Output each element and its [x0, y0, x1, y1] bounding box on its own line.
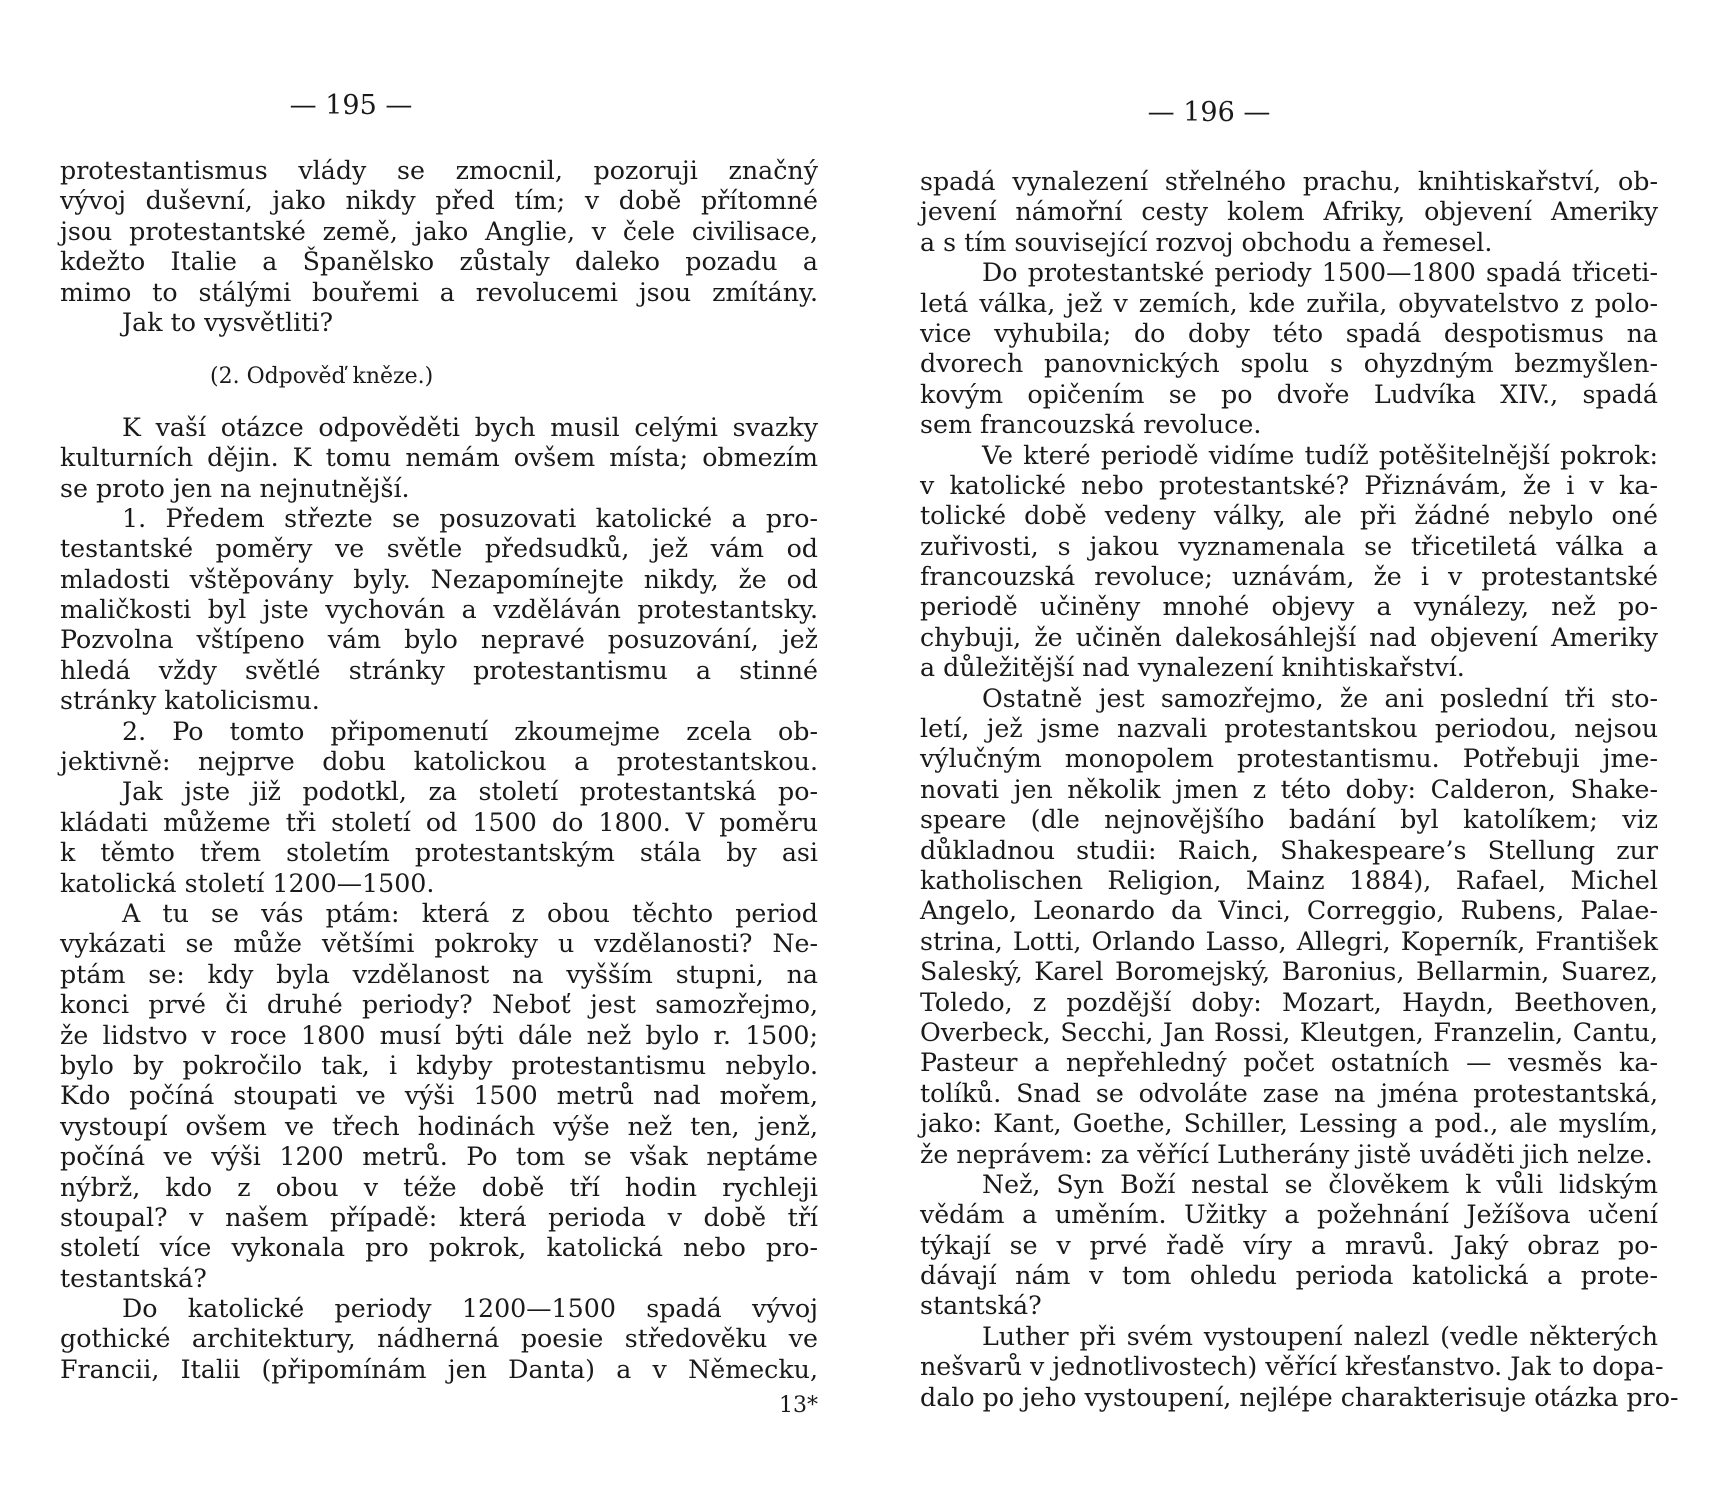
text-line: Francii, Italii (připomínám jen Danta) a v Německu,	[60, 1354, 818, 1384]
text-line: Toledo, z pozdější doby: Mozart, Haydn, Beethoven,	[920, 987, 1658, 1017]
text-line: ptám se: kdy byla vzdělanost na vyšším stupni, na	[60, 959, 818, 989]
text-line: jsou protestantské země, jako Anglie, v čele civilisace,	[60, 216, 818, 246]
text-line: protestantismus vlády se zmocnil, pozoruji značný	[60, 156, 818, 185]
text-line: A tu se vás ptám: která z obou těchto period	[122, 898, 818, 928]
text-line: gothické architektury, nádherná poesie středověku ve	[60, 1324, 818, 1354]
text-line: Do protestantské periody 1500—1800 spadá třiceti-	[982, 258, 1658, 288]
page-number-right: — 196 —	[1147, 97, 1271, 128]
text-line: mladosti vštěpovány byly. Nezapomínejte nikdy, že od	[60, 564, 818, 594]
text-line: důkladnou studii: Raich, Shakespeare’s Stellung zur	[920, 835, 1658, 865]
text-line: 1. Předem střezte se posuzovati katolické a pro-	[122, 503, 818, 533]
text-line: dávají nám v tom ohledu perioda katolická a prote-	[920, 1261, 1658, 1291]
text-line: v katolické nebo protestantské? Přiznávám, že i v ka-	[920, 470, 1658, 500]
text-line: století více vykonala pro pokrok, katolická nebo pro-	[60, 1233, 818, 1263]
text-line: bylo by pokročilo tak, i kdyby protestantismu nebylo.	[60, 1050, 818, 1080]
text-line: mimo to stálými bouřemi a revolucemi jsou zmítány.	[60, 277, 818, 307]
text-line: dalo po jeho vystoupení, nejlépe charakterisuje otázka pro-	[920, 1382, 1679, 1412]
text-line: Saleský, Karel Boromejský, Baronius, Bellarmin, Suarez,	[920, 957, 1658, 987]
text-line: jevení námořní cesty kolem Afriky, objevení Ameriky	[920, 197, 1658, 227]
left-page-text	[60, 156, 818, 1421]
text-line: počíná ve výši 1200 metrů. Po tom se však neptáme	[60, 1142, 818, 1172]
text-line: že lidstvo v roce 1800 musí býti dále než bylo r. 1500;	[60, 1020, 818, 1050]
text-line: testantské poměry ve světle předsudků, jež vám od	[60, 534, 818, 564]
text-line: zuřivosti, s jakou vyznamenala se třicetiletá válka a	[920, 531, 1658, 561]
text-line: vývoj duševní, jako nikdy před tím; v době přítomné	[60, 186, 818, 216]
text-line: Než, Syn Boží nestal se člověkem k vůli lidským	[982, 1169, 1658, 1199]
text-line: testantská?	[60, 1263, 207, 1293]
text-line: letá válka, jež v zemích, kde zuřila, obyvatelstvo z polo-	[920, 288, 1658, 318]
text-line: Kdo počíná stoupati ve výši 1500 metrů nad mořem,	[60, 1081, 818, 1111]
text-line: Ostatně jest samozřejmo, že ani poslední tři sto-	[982, 683, 1658, 713]
text-line: Pasteur a nepřehledný počet ostatních — vesměs ka-	[920, 1048, 1658, 1078]
text-line: Overbeck, Secchi, Jan Rossi, Kleutgen, Franzelin, Cantu,	[920, 1017, 1658, 1047]
text-line: nešvarů v jednotlivostech) věřící křesťanstvo. Jak to dopa-	[920, 1352, 1664, 1382]
text-line: sem francouzská revoluce.	[920, 410, 1262, 440]
signature-mark: 13*	[779, 1393, 818, 1419]
text-line: K vaší otázce odpověděti bych musil celými svazky	[122, 412, 818, 442]
text-line: letí, jež jsme nazvali protestantskou periodou, nejsou	[920, 714, 1658, 744]
text-line: Do katolické periody 1200—1500 spadá vývoj	[122, 1294, 818, 1324]
text-line: novati jen několik jmen z této doby: Calderon, Shake-	[920, 774, 1658, 804]
text-line: chybuji, že učiněn dalekosáhlejší nad objevení Ameriky	[920, 622, 1658, 652]
text-line: kládati můžeme tři století od 1500 do 1800. V poměru	[60, 807, 818, 837]
text-line: Angelo, Leonardo da Vinci, Correggio, Rubens, Palae-	[920, 896, 1658, 926]
text-line: strina, Lotti, Orlando Lasso, Allegri, Koperník, František	[920, 926, 1658, 956]
text-line: vědám a uměním. Užitky a požehnání Ježíšova učení	[920, 1200, 1658, 1230]
text-line: stoupal? v našem případě: která perioda v době tří	[60, 1202, 818, 1232]
text-line: hledá vždy světlé stránky protestantismu a stinné	[60, 655, 818, 685]
text-line: katolická století 1200—1500.	[60, 868, 435, 898]
text-line: výlučným monopolem protestantismu. Potřebuji jme-	[920, 744, 1658, 774]
text-line: že neprávem: za věřící Lutherány jistě uváděti jich nelze.	[920, 1139, 1653, 1169]
page-number-left: — 195 —	[289, 90, 413, 121]
text-line: tolické době vedeny války, ale při žádné nebylo oné	[920, 501, 1658, 531]
text-line: nýbrž, kdo z obou v téže době tří hodin rychleji	[60, 1172, 818, 1202]
text-line: vystoupí ovšem ve třech hodinách výše než ten, jenž,	[60, 1111, 818, 1141]
text-line: týkají se v prvé řadě víry a mravů. Jaký obraz po-	[920, 1230, 1658, 1260]
text-line: kdežto Italie a Španělsko zůstaly daleko pozadu a	[60, 247, 818, 277]
text-line: tolíků. Snad se odvoláte zase na jména protestantská,	[920, 1078, 1658, 1108]
text-line: k těmto třem stoletím protestantským stála by asi	[60, 838, 818, 868]
text-line: kulturních dějin. K tomu nemám ovšem místa; obmezím	[60, 443, 818, 473]
text-line: katholischen Religion, Mainz 1884), Rafael, Michel	[920, 865, 1658, 895]
section-heading: (2. Odpověď kněze.)	[210, 364, 434, 390]
text-line: vykázati se může většími pokroky u vzdělanosti? Ne-	[60, 929, 818, 959]
text-line: Jak to vysvětliti?	[122, 307, 334, 337]
text-line: maličkosti byl jste vychován a vzděláván protestantsky.	[60, 595, 818, 625]
text-line: se proto jen na nejnutnější.	[60, 473, 410, 503]
text-line: a s tím související rozvoj obchodu a řemesel.	[920, 227, 1493, 257]
text-line: periodě učiněny mnohé objevy a vynálezy, než po-	[920, 592, 1658, 622]
text-line: jako: Kant, Goethe, Schiller, Lessing a pod., ale myslím,	[920, 1109, 1658, 1139]
text-line: vice vyhubila; do doby této spadá despotismus na	[920, 318, 1658, 348]
text-line: konci prvé či druhé periody? Neboť jest samozřejmo,	[60, 990, 818, 1020]
right-page-text	[920, 167, 1679, 1413]
text-line: speare (dle nejnovějšího badání byl katolíkem; viz	[920, 805, 1658, 835]
text-line: francouzská revoluce; uznávám, že i v protestantské	[920, 562, 1658, 592]
text-line: stantská?	[920, 1291, 1042, 1321]
text-line: Jak jste již podotkl, za století protestantská po-	[122, 777, 818, 807]
text-line: kovým opičením se po dvoře Ludvíka XIV., spadá	[920, 379, 1658, 409]
text-line: Pozvolna vštípeno vám bylo nepravé posuzování, jež	[60, 625, 818, 655]
text-line: Ve které periodě vidíme tudíž potěšitelnější pokrok:	[982, 440, 1658, 470]
text-line: 2. Po tomto připomenutí zkoumejme zcela ob-	[122, 716, 818, 746]
text-line: jektivně: nejprve dobu katolickou a protestantskou.	[60, 747, 818, 777]
text-line: stránky katolicismu.	[60, 686, 320, 716]
text-line: a důležitější nad vynalezení knihtiskařství.	[920, 653, 1465, 683]
text-line: Luther při svém vystoupení nalezl (vedle některých	[982, 1321, 1658, 1351]
text-line: spadá vynalezení střelného prachu, knihtiskařství, ob-	[920, 167, 1658, 196]
text-line: dvorech panovnických spolu s ohyzdným bezmyšlen-	[920, 349, 1658, 379]
